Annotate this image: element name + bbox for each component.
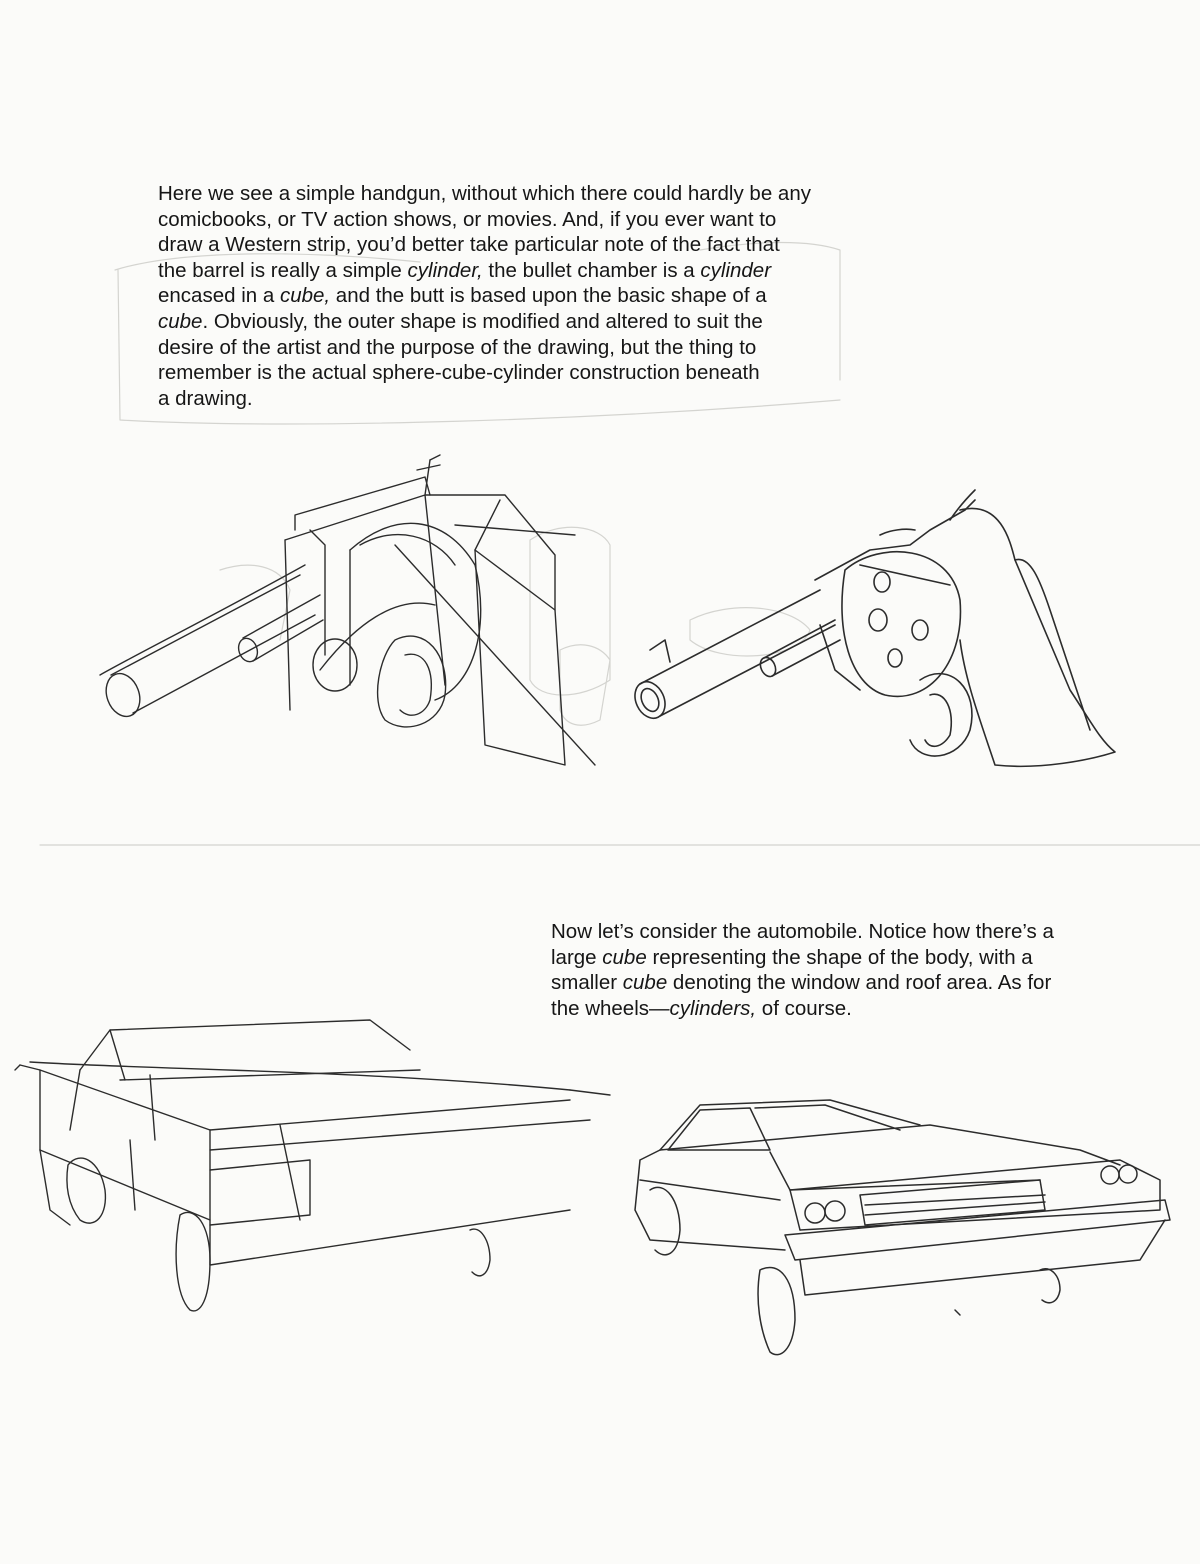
text-run: desire of the artist and the purpose of the drawing, but the thing to xyxy=(158,335,757,359)
text-run: Now let’s consider the automobile. Notice how there’s a xyxy=(551,920,1054,943)
text-line xyxy=(158,232,838,258)
text-run: large xyxy=(551,945,603,969)
text-line xyxy=(158,181,838,207)
text-line xyxy=(551,919,1081,945)
car-construction-sketch xyxy=(10,1010,610,1430)
text-run: a drawing. xyxy=(158,386,253,410)
italic-term: cube xyxy=(158,309,203,333)
italic-term: cylinder xyxy=(700,258,772,282)
text-run: remember is the actual sphere-cube-cylinder construction beneath xyxy=(158,361,760,385)
text-line xyxy=(158,207,838,233)
italic-term: cube xyxy=(622,971,668,995)
text-line xyxy=(551,945,1081,971)
text-run: of course. xyxy=(756,996,852,1020)
text-run: draw a Western strip, you’d better take particular note of the fact that xyxy=(158,233,780,257)
bleed-through-text xyxy=(380,955,384,975)
text-line xyxy=(158,360,838,386)
text-line xyxy=(158,258,838,284)
italic-term: cube xyxy=(602,945,647,969)
italic-term: cylinders, xyxy=(669,996,757,1020)
text-run: . Obviously, the outer shape is modified and altered to suit the xyxy=(202,309,763,333)
handgun-construction-sketch xyxy=(95,455,615,785)
automobile-paragraph xyxy=(551,919,1081,1021)
handgun-paragraph xyxy=(158,181,838,411)
text-run: comicbooks, or TV action shows, or movies. And, if you ever want to xyxy=(158,207,777,231)
text-line xyxy=(158,309,838,335)
text-line xyxy=(158,283,838,309)
italic-term: cylinder, xyxy=(407,258,483,282)
text-run: denoting the window and roof area. As for xyxy=(667,971,1052,995)
car-finished-sketch xyxy=(620,1080,1200,1450)
text-run: the barrel is really a simple xyxy=(158,258,408,282)
text-line xyxy=(551,970,1081,996)
text-run: the wheels— xyxy=(551,996,670,1020)
text-run: Here we see a simple handgun, without which there could hardly be any xyxy=(158,182,811,205)
text-line xyxy=(158,386,838,412)
text-line xyxy=(551,996,1081,1022)
text-line xyxy=(158,335,838,361)
text-run: representing the shape of the body, with a xyxy=(646,945,1033,969)
italic-term: cube, xyxy=(279,284,331,308)
handgun-finished-sketch xyxy=(620,490,1200,810)
text-run: the bullet chamber is a xyxy=(482,258,701,282)
text-run: smaller xyxy=(551,971,623,995)
text-run: encased in a xyxy=(158,284,280,308)
text-run: and the butt is based upon the basic shape of a xyxy=(330,284,767,308)
